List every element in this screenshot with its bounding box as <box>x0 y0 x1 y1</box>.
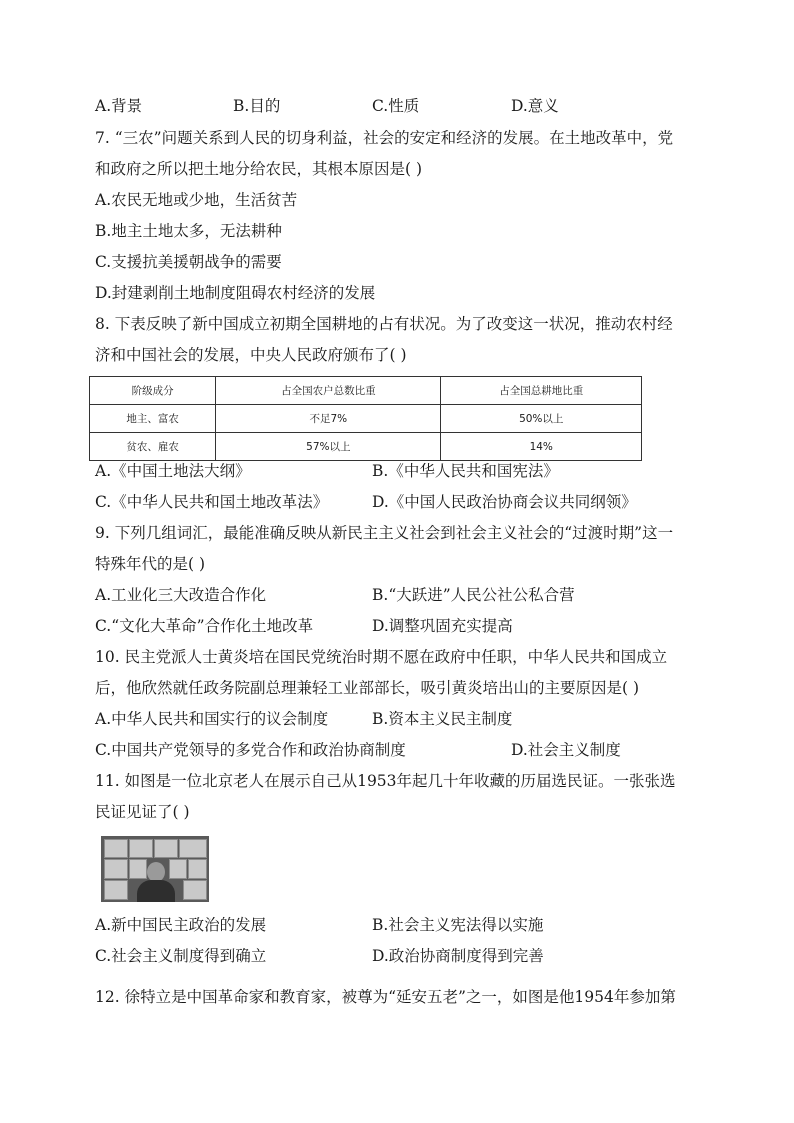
q10-option-b: B.资本主义民主制度 <box>372 710 513 728</box>
q7-option-c: C.支援抗美援朝战争的需要 <box>95 253 282 271</box>
q11-option-d: D.政治协商制度得到完善 <box>372 947 544 965</box>
q8-stem-line1: 8. 下表反映了新中国成立初期全国耕地的占有状况。为了改变这一状况，推动农村经 <box>95 315 673 333</box>
elderly-man-figure <box>147 862 165 882</box>
q6-option-c: C.性质 <box>372 97 420 115</box>
q6-option-b: B.目的 <box>233 97 281 115</box>
q10-option-c: C.中国共产党领导的多党合作和政治协商制度 <box>95 741 406 759</box>
q11-option-c: C.社会主义制度得到确立 <box>95 947 267 965</box>
voter-certificates-photo <box>101 836 209 902</box>
table-row <box>90 405 642 433</box>
q7-stem-line1: 7. “三农”问题关系到人民的切身利益，社会的安定和经济的发展。在土地改革中，党 <box>95 129 674 147</box>
q9-option-b: B.“大跃进”人民公社公私合营 <box>372 586 575 604</box>
q11-stem-line2: 民证见证了( ) <box>95 803 190 821</box>
q9-option-d: D.调整巩固充实提高 <box>372 617 513 635</box>
q9-stem-line2: 特殊年代的是( ) <box>95 555 206 573</box>
q8-stem-line2: 济和中国社会的发展，中央人民政府颁布了( ) <box>95 346 407 364</box>
table-cell: 贫农、雇农 <box>90 433 216 461</box>
q11-option-a: A.新中国民主政治的发展 <box>95 916 267 934</box>
q12-stem-line1: 12. 徐特立是中国革命家和教育家，被尊为“延安五老”之一，如图是他1954年参加第 <box>95 988 676 1006</box>
q8-option-c: C.《中华人民共和国土地改革法》 <box>95 493 329 511</box>
q9-stem-line1: 9. 下列几组词汇，最能准确反映从新民主主义社会到社会主义社会的“过渡时期”这一 <box>95 524 674 542</box>
q7-option-b: B.地主土地太多，无法耕种 <box>95 222 282 240</box>
q9-option-a: A.工业化三大改造合作化 <box>95 586 267 604</box>
land-ownership-table <box>89 376 642 461</box>
q10-option-a: A.中华人民共和国实行的议会制度 <box>95 710 329 728</box>
q6-option-a: A.背景 <box>95 97 143 115</box>
q7-option-d: D.封建剥削土地制度阻碍农村经济的发展 <box>95 284 376 302</box>
q6-option-d: D.意义 <box>511 97 559 115</box>
table-header-cell: 占全国总耕地比重 <box>441 377 642 405</box>
table-cell: 14% <box>441 433 642 461</box>
q8-option-b: B.《中华人民共和国宪法》 <box>372 462 559 480</box>
table-cell: 50%以上 <box>441 405 642 433</box>
q7-option-a: A.农民无地或少地，生活贫苦 <box>95 191 298 209</box>
table-cell: 不足7% <box>216 405 441 433</box>
q9-option-c: C.“文化大革命”合作化土地改革 <box>95 617 314 635</box>
table-cell: 57%以上 <box>216 433 441 461</box>
q10-option-d: D.社会主义制度 <box>511 741 621 759</box>
table-header-cell: 阶级成分 <box>90 377 216 405</box>
table-row <box>90 433 642 461</box>
q10-stem-line2: 后，他欣然就任政务院副总理兼轻工业部部长，吸引黄炎培出山的主要原因是( ) <box>95 679 640 697</box>
q8-option-a: A.《中国土地法大纲》 <box>95 462 251 480</box>
q11-option-b: B.社会主义宪法得以实施 <box>372 916 544 934</box>
q10-stem-line1: 10. 民主党派人士黄炎培在国民党统治时期不愿在政府中任职，中华人民共和国成立 <box>95 648 668 666</box>
q8-option-d: D.《中国人民政治协商会议共同纲领》 <box>372 493 637 511</box>
table-header-row <box>90 377 642 405</box>
q11-stem-line1: 11. 如图是一位北京老人在展示自己从1953年起几十年收藏的历届选民证。一张张选 <box>95 772 676 790</box>
table-cell: 地主、富农 <box>90 405 216 433</box>
table-header-cell: 占全国农户总数比重 <box>216 377 441 405</box>
q7-stem-line2: 和政府之所以把土地分给农民，其根本原因是( ) <box>95 160 423 178</box>
